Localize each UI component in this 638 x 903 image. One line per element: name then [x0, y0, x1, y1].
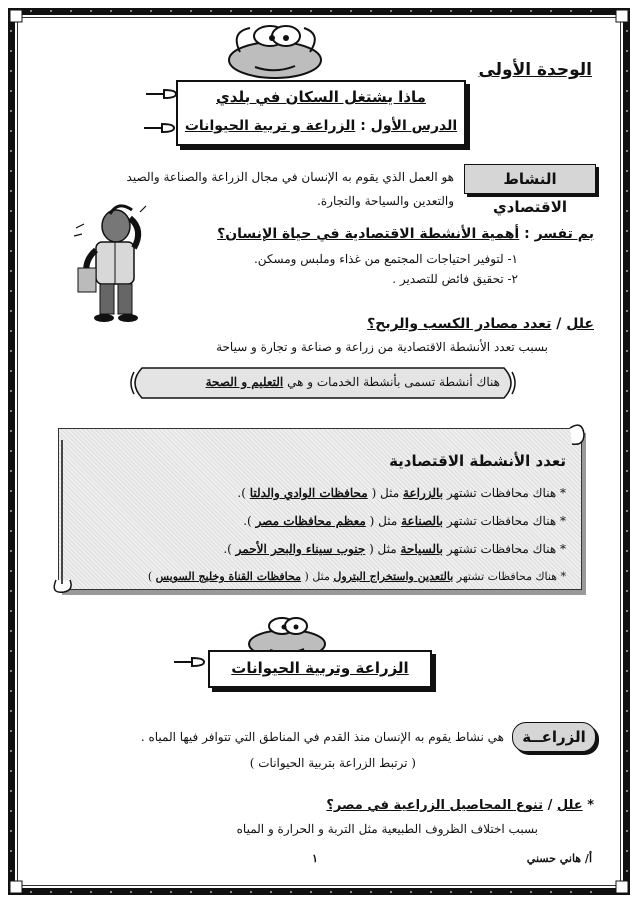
row-activity: بالسياحة	[400, 542, 444, 556]
importance-item-2: ٢- تحقيق فائض للتصدير .	[392, 272, 518, 286]
agriculture-term: الزراعــة	[512, 722, 596, 752]
services-banner-text	[206, 375, 500, 389]
row-places: محافظات القناة وخليج السويس	[155, 570, 302, 583]
row-bullet: *	[560, 486, 566, 500]
economic-activity-term: النشاط الاقتصادي	[464, 164, 596, 194]
agriculture-note: ( ترتبط الزراعة بتربية الحيوانات )	[249, 756, 416, 770]
importance-question-text: أهمية الأنشطة الاقتصادية في حياة الإنسان؟	[217, 226, 520, 242]
row-end: )	[147, 570, 153, 583]
crops-question-text: تنوع المحاصيل الزراعية في مصر؟	[326, 798, 544, 813]
row-mid: مثل (	[369, 542, 397, 556]
lesson-title-box	[176, 80, 466, 146]
economic-activity-definition-line2: والتعدين والسياحة والتجارة.	[317, 194, 454, 208]
activity-row-4	[148, 570, 566, 583]
importance-item-1: ١- لتوفير احتياجات المجتمع من غذاء وملبس ومسكن.	[253, 252, 518, 266]
crops-bullet: *	[587, 798, 594, 813]
row-end: ).	[237, 486, 246, 500]
cartoon-face-illustration	[210, 22, 340, 84]
row-pre: هناك محافظات تشتهر	[456, 570, 557, 583]
row-activity: بالتعدين واستخراج البترول	[333, 570, 454, 583]
row-bullet: *	[560, 542, 566, 556]
row-bullet: *	[560, 570, 566, 583]
crops-question	[326, 798, 594, 813]
crops-prefix: علل	[556, 798, 583, 813]
income-question-text: تعدد مصادر الكسب والربح؟	[367, 316, 552, 332]
services-text: هناك أنشطة تسمى بأنشطة الخدمات و هي	[287, 375, 500, 389]
agriculture-box-title: الزراعة وتربية الحيوانات	[231, 659, 409, 677]
income-sources-answer: بسبب تعدد الأنشطة الاقتصادية من زراعة و صناعة و تجارة و سياحة	[216, 340, 548, 354]
row-places: محافظات الوادي والدلتا	[249, 486, 368, 500]
economic-activity-definition-line1: هو العمل الذي يقوم به الإنسان في مجال الزراعة والصناعة والصيد	[126, 170, 454, 184]
activity-row-3	[223, 542, 566, 556]
pointing-hand-icon	[144, 88, 178, 100]
unit-title: الوحدة الأولى	[478, 60, 592, 80]
page-number: ١	[312, 852, 318, 865]
cartoon-worker-illustration	[70, 200, 150, 328]
income-prefix: علل	[566, 316, 594, 332]
activities-title: تعدد الأنشطة الاقتصادية	[389, 452, 566, 470]
row-mid: مثل (	[369, 514, 398, 528]
crops-answer: بسبب اختلاف الظروف الطبيعية مثل التربة و الحرارة و المياه	[236, 822, 538, 836]
crops-separator: /	[547, 798, 553, 813]
row-places: معظم محافظات مصر	[255, 514, 366, 528]
lesson-separator: :	[360, 118, 366, 134]
services-highlight: التعليم و الصحة	[205, 375, 284, 389]
row-pre: هناك محافظات تشتهر	[446, 486, 557, 500]
row-pre: هناك محافظات تشتهر	[446, 514, 557, 528]
row-mid: مثل (	[371, 486, 400, 500]
activity-row-2	[243, 514, 566, 528]
importance-prefix: بم تفسر	[534, 226, 594, 242]
importance-separator: :	[524, 226, 530, 242]
pointing-hand-icon	[142, 122, 176, 134]
activity-row-1	[237, 486, 566, 500]
row-activity: بالزراعة	[403, 486, 444, 500]
agriculture-definition: هي نشاط يقوم به الإنسان منذ القدم في المناطق التي تتوافر فيها المياه .	[140, 730, 504, 744]
lesson-question: ماذا يشتغل السكان في بلدي	[216, 88, 426, 106]
row-bullet: *	[560, 514, 566, 528]
importance-question	[217, 226, 594, 242]
pointing-hand-icon	[172, 656, 206, 668]
lesson-label: الدرس الأول	[370, 118, 458, 134]
income-separator: /	[556, 316, 562, 332]
lesson-name: الزراعة و تربية الحيوانات	[184, 118, 356, 134]
income-sources-question	[367, 316, 594, 332]
row-places: جنوب سيناء والبحر الأحمر	[235, 542, 366, 556]
agriculture-title-box	[208, 650, 432, 688]
row-pre: هناك محافظات تشتهر	[446, 542, 557, 556]
row-activity: بالصناعة	[401, 514, 444, 528]
row-end: ).	[223, 542, 232, 556]
row-mid: مثل (	[304, 570, 330, 583]
row-end: ).	[243, 514, 252, 528]
author-name: أ/ هاني حسني	[526, 852, 592, 865]
